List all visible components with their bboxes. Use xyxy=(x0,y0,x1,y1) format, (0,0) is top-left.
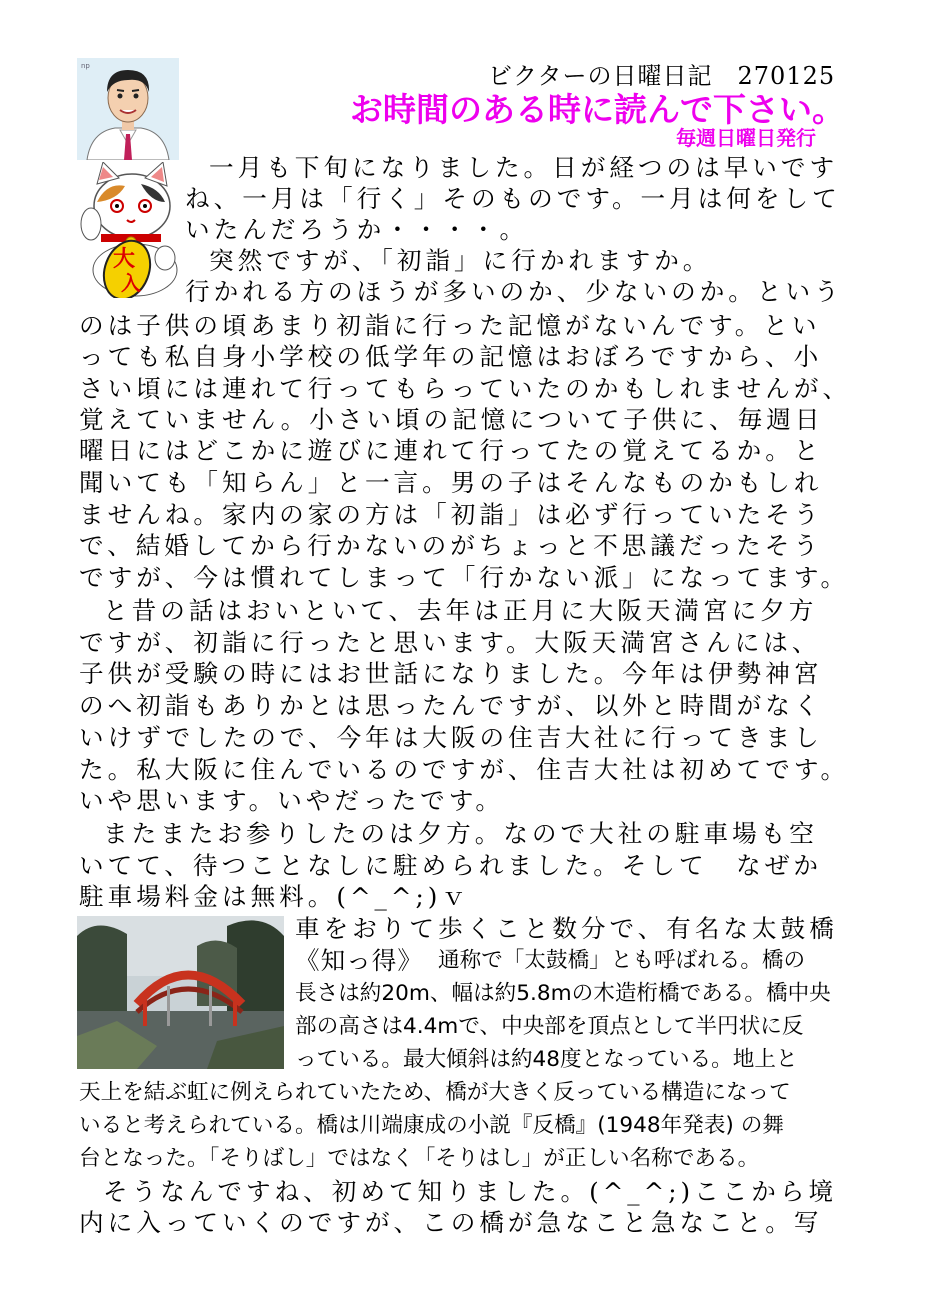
info-line: 台となった。「そりばし」ではなく「そりはし」が正しい名称である。 xyxy=(79,1146,760,1171)
body-line: 駐車場料金は無料。(^_^;)ｖ xyxy=(79,882,470,911)
newsletter-title: ビクターの日曜日記 270125 xyxy=(488,62,836,90)
body-line: ですが、今は慣れてしまって「行かない派」になってます。 xyxy=(79,563,850,592)
body-line: 子供が受験の時にはお世話になりました。今年は伊勢神宮 xyxy=(79,659,823,688)
body-line: っても私自身小学校の低学年の記憶はおぼろですから、小 xyxy=(79,342,823,371)
body-line: またまたお参りしたのは夕方。なので大社の駐車場も空 xyxy=(103,819,818,848)
body-line: で、結婚してから行かないのがちょっと不思議だったそう xyxy=(79,531,822,560)
maneki-neko-icon xyxy=(77,162,187,298)
body-line: た。私大阪に住んでいるのですが、住吉大社は初めてです。 xyxy=(79,755,850,784)
body-line: 車をおりて歩くこと数分で、有名な太鼓橋 xyxy=(295,914,838,943)
taikobashi-bridge-photo xyxy=(77,916,284,1069)
body-line: さい頃には連れて行ってもらっていたのかもしれませんが、 xyxy=(79,374,852,403)
body-line: 行かれる方のほうが多いのか、少ないのか。という xyxy=(185,277,843,306)
knowledge-label: 《知っ得》 xyxy=(295,946,423,975)
body-line: 内に入っていくのですが、この橋が急なこと急なこと。写 xyxy=(79,1208,823,1237)
info-line: 部の高さは4.4mで、中央部を頂点として半円状に反 xyxy=(295,1014,804,1039)
info-line: っている。最大傾斜は約48度となっている。地上と xyxy=(295,1047,798,1072)
body-line: 覚えていません。小さい頃の記憶について子供に、毎週日 xyxy=(79,405,824,434)
weekly-note: 毎週日曜日発行 xyxy=(676,126,816,150)
body-line: 突然ですが、「初詣」に行かれますか。 xyxy=(209,246,712,275)
body-line: のは子供の頃あまり初詣に行った記憶がないんです。とい xyxy=(79,311,821,340)
info-line: 天上を結ぶ虹に例えられていたため、橋が大きく反っている構造になって xyxy=(79,1080,791,1105)
svg-text:入: 入 xyxy=(121,271,141,295)
body-line: と昔の話はおいといて、去年は正月に大阪天満宮に夕方 xyxy=(103,596,818,625)
info-line: 長さは約20m、幅は約5.8mの木造桁橋である。橋中央 xyxy=(295,981,831,1006)
body-line: ね、一月は「行く」そのものです。一月は何をして xyxy=(185,184,841,213)
man-caricature-icon xyxy=(77,58,179,160)
body-line: 聞いても「知らん」と一言。男の子はそんなものかもしれ xyxy=(79,468,823,497)
body-line: いや思います。いやだったです。 xyxy=(79,786,504,815)
body-line: ですが、初詣に行ったと思います。大阪天満宮さんには、 xyxy=(79,628,821,657)
body-line: 一月も下旬になりました。日が経つのは早いです xyxy=(209,153,839,182)
info-line: 通称で「太鼓橋」とも呼ばれる。橋の xyxy=(438,948,806,973)
body-line: いたんだろうか・・・・。 xyxy=(185,215,529,244)
info-line: いると考えられている。橋は川端康成の小説『反橋』(1948年発表) の舞 xyxy=(79,1113,784,1138)
body-line: いけずでしたので、今年は大阪の住吉大社に行ってきまし xyxy=(79,723,823,752)
body-line: ませんね。家内の家の方は「初詣」は必ず行っていたそう xyxy=(79,500,823,529)
body-line: のへ初詣もありかとは思ったんですが、以外と時間がなく xyxy=(79,691,823,720)
svg-text:大: 大 xyxy=(113,247,136,272)
body-line: そうなんですね、初めて知りました。(^_^;)ここから境 xyxy=(103,1177,838,1206)
svg-text:np: np xyxy=(81,62,90,70)
body-line: いてて、待つことなしに駐められました。そして なぜか xyxy=(79,851,822,880)
body-line: 曜日にはどこかに遊びに連れて行ってたの覚えてるか。と xyxy=(79,436,823,465)
headline: お時間のある時に読んで下さい。 xyxy=(350,90,845,129)
